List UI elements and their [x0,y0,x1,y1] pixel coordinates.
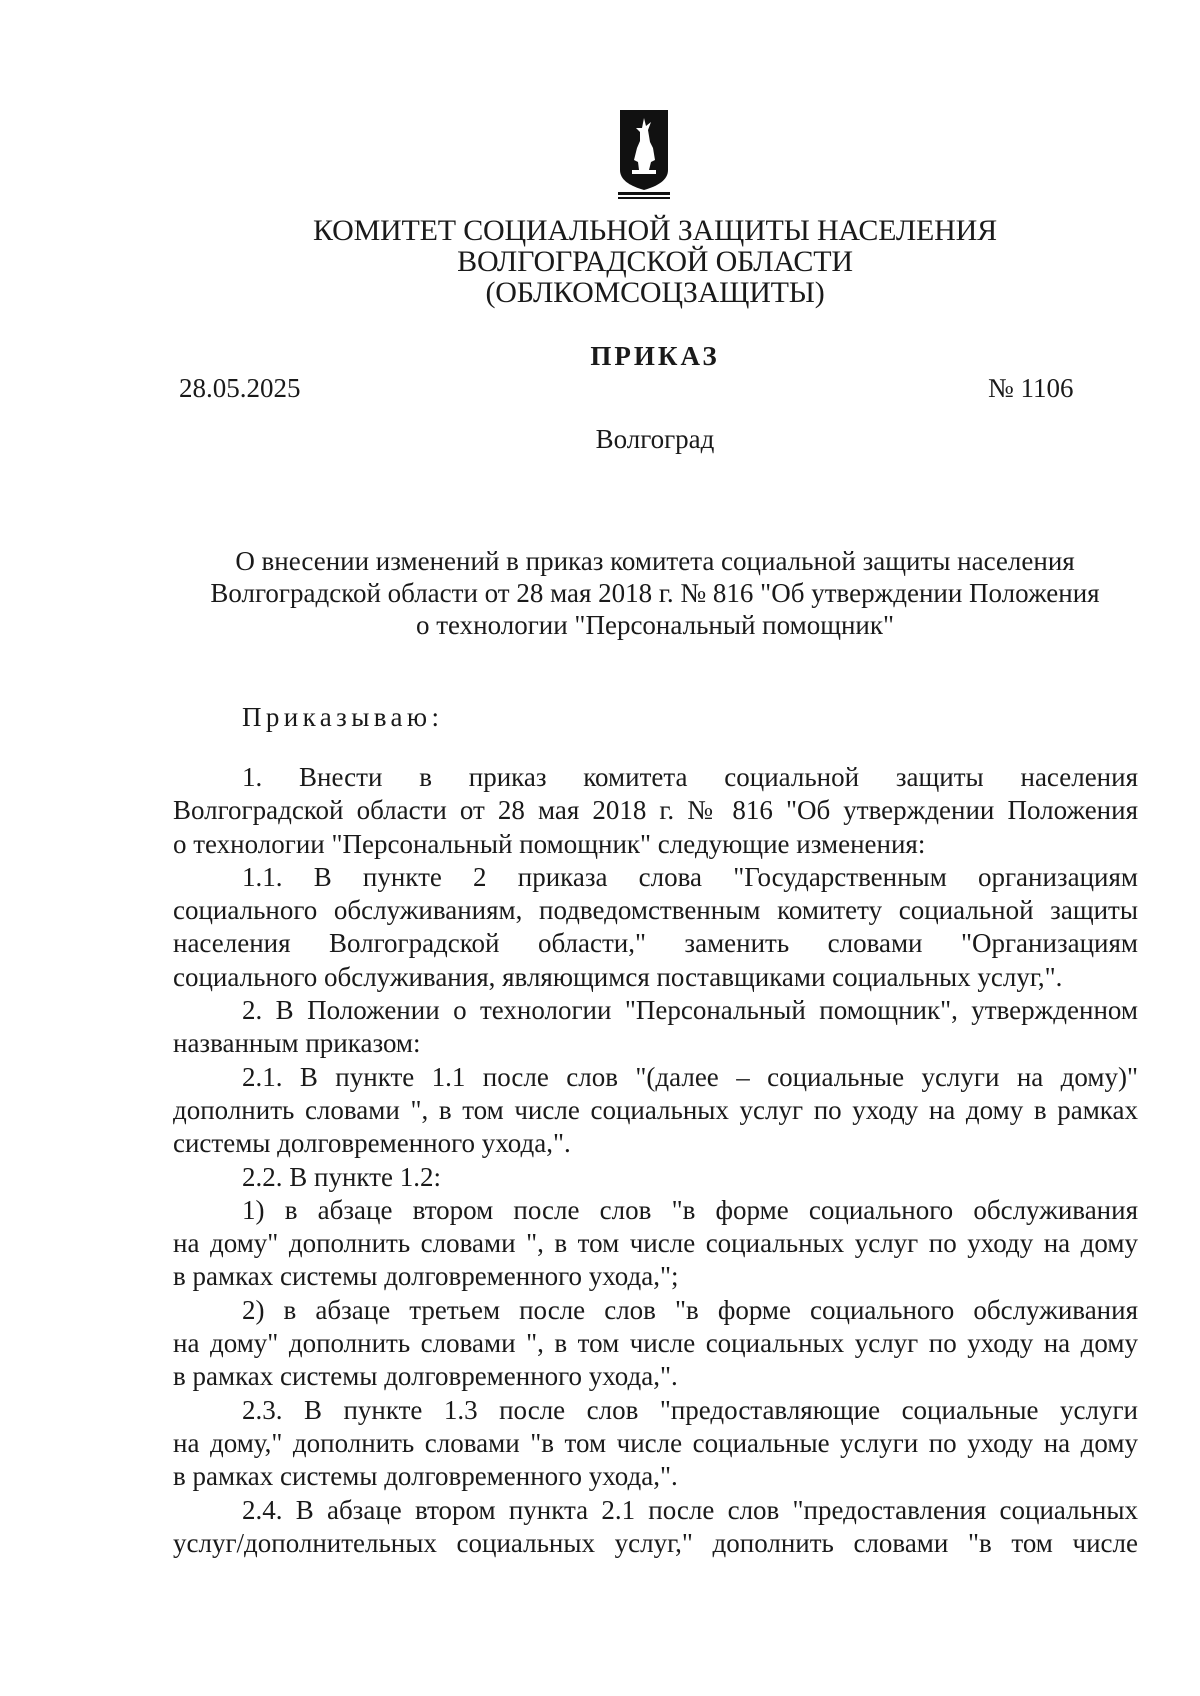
body-line-22: в рамках системы долговременного ухода,". [173,1461,678,1492]
body-line-23: 2.4. В абзаце втором пункта 2.1 после слов "предоставления социальных [242,1494,1138,1525]
document-type: ПРИКАЗ [590,341,720,371]
document-city: Волгоград [595,424,715,454]
body-line-8: 2. В Положении о технологии "Персональный помощник", утвержденном [242,995,1138,1026]
body-line-11: дополнить словами ", в том числе социальных услуг по уходу на дому в рамках [173,1094,1138,1125]
org-line-2: ВОЛГОГРАДСКОЙ ОБЛАСТИ [457,245,853,278]
order-word: Приказываю: [242,702,444,732]
body-line-3: о технологии "Персональный помощник" следующие изменения: [173,828,926,859]
body-line-16: в рамках системы долговременного ухода,"; [173,1261,679,1292]
body-line-7: социального обслуживания, являющимся поставщиками социальных услуг,". [173,961,1063,992]
body-line-2: Волгоградской области от 28 мая 2018 г. № 816 "Об утверждении Положения [173,795,1138,826]
document-date: 28.05.2025 [179,373,301,403]
coat-of-arms-emblem-icon [618,108,670,200]
body-line-1: 1. Внести в приказ комитета социальной защиты населения [242,762,1138,792]
document-subject [160,545,1150,641]
body-line-5: социального обслуживаниям, подведомственным комитету социальной защиты [173,895,1138,926]
body-line-15: на дому" дополнить словами ", в том числе социальных услуг по уходу на дому [173,1228,1138,1259]
body-line-10: 2.1. В пункте 1.1 после слов "(далее – социальные услуги на дому)" [242,1061,1138,1092]
body-line-20: 2.3. В пункте 1.3 после слов "предоставляющие социальные услуги [242,1394,1138,1425]
body-line-14: 1) в абзаце втором после слов "в форме социального обслуживания [242,1194,1138,1225]
body-line-24: услуг/дополнительных социальных услуг," дополнить словами "в том числе [173,1527,1138,1558]
organization-name [0,215,1200,308]
body-line-12: системы долговременного ухода,". [173,1128,571,1159]
subject-line-1: О внесении изменений в приказ комитета социальной защиты населения [235,546,1075,576]
body-line-4: 1.1. В пункте 2 приказа слова "Государственным организациям [242,861,1138,892]
body-line-13: 2.2. В пункте 1.2: [242,1161,441,1192]
body-line-21: на дому," дополнить словами "в том числе социальные услуги по уходу на дому [173,1427,1138,1458]
org-line-3: (ОБЛКОМСОЦЗАЩИТЫ) [485,276,825,309]
body-line-17: 2) в абзаце третьем после слов "в форме социального обслуживания [242,1294,1138,1325]
document-body [173,761,1138,1560]
body-line-6: населения Волгоградской области," заменить словами "Организациям [173,928,1138,959]
subject-line-3: о технологии "Персональный помощник" [415,610,895,640]
body-line-9: названным приказом: [173,1028,421,1059]
org-line-1: КОМИТЕТ СОЦИАЛЬНОЙ ЗАЩИТЫ НАСЕЛЕНИЯ [313,214,997,247]
body-line-19: в рамках системы долговременного ухода,". [173,1361,678,1392]
document-number: № 1106 [988,373,1074,403]
subject-line-2: Волгоградской области от 28 мая 2018 г. № 816 "Об утверждении Положения [210,578,1100,608]
body-line-18: на дому" дополнить словами ", в том числе социальных услуг по уходу на дому [173,1328,1138,1359]
